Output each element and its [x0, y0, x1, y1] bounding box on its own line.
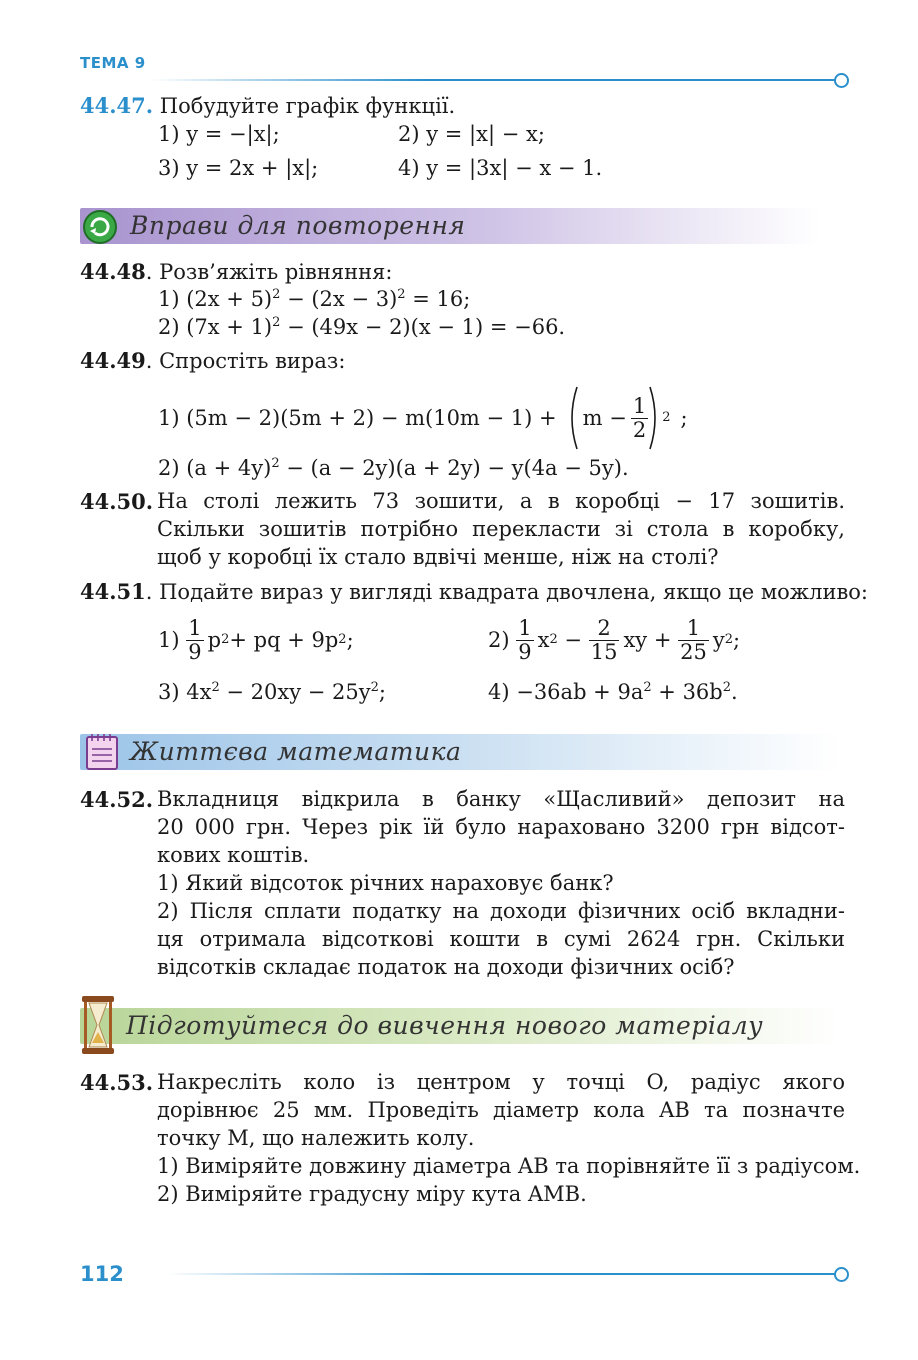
item-44-51-4 [488, 680, 738, 704]
exercise-44-52-line-2: 20 000 грн. Через рік їй було нараховано 3200 грн відсот- [157, 815, 845, 839]
exercise-44-48 [80, 259, 392, 284]
fraction [678, 617, 709, 662]
numerator: 1 [632, 394, 647, 419]
expr-part: + 36b [651, 680, 723, 704]
exercise-number: 44.49 [80, 348, 146, 373]
expr-part: − [557, 628, 589, 652]
exercise-44-53-line-2: дорівнює 25 мм. Проведіть діаметр кола AB та позначте [157, 1098, 845, 1122]
expr-part: ; [378, 680, 386, 704]
exponent: 2 [370, 680, 379, 695]
exercise-44-53-question-2: 2) Виміряйте градусну міру кута AMB. [157, 1182, 587, 1206]
exponent: 2 [643, 680, 652, 695]
exercise-text: . Подайте вираз у вигляді квадрата двочлена, якщо це можливо: [145, 580, 868, 604]
expr-part: y [712, 628, 725, 652]
exercise-44-53-line-3: точку M, що належить колу. [157, 1126, 475, 1150]
expr-part: = 16; [405, 287, 471, 311]
item-44-48-1 [158, 287, 470, 311]
item-44-51-2: 2) $\frac{1}{9}$ x 2 − $\frac{2}{15}$ xy + $\frac{1}{25}$ y 2 ; [488, 616, 741, 664]
exercise-44-53-line-1: Накресліть коло із центром у точці O, радіус якого [157, 1070, 845, 1094]
hourglass-icon [80, 994, 116, 1056]
header-rule [150, 79, 836, 81]
expr-part: 1) (2x + 5) [158, 287, 273, 311]
expr-part: p [207, 628, 222, 652]
expr-part: − 20xy − 25y [219, 680, 371, 704]
exponent: 2 [271, 456, 280, 471]
expr-part: 3) 4x [158, 680, 212, 704]
exponent: 2 [272, 287, 281, 302]
numerator: 1 [188, 616, 202, 641]
exercise-number-44-50: 44.50. [80, 489, 154, 514]
exercise-text: Побудуйте графік функції. [159, 94, 456, 118]
notepad-icon [84, 731, 120, 771]
left-paren-icon [565, 385, 579, 451]
item-label: 2) [488, 628, 510, 652]
exercise-44-51 [80, 579, 868, 604]
denominator: 2 [632, 417, 647, 442]
item-44-49-2 [158, 456, 629, 480]
section-title-review: Вправи для повторення [130, 211, 466, 240]
expr-part: + pq + 9p [229, 628, 339, 652]
exponent: 2 [272, 315, 281, 330]
exercise-44-50-line-1: На столі лежить 73 зошити, а в коробці − 17 зошитів. [157, 489, 845, 513]
topic-label: ТЕМА 9 [80, 54, 146, 72]
footer-ring-icon [834, 1267, 849, 1282]
denominator: 9 [518, 639, 532, 664]
item-44-47-4: 4) y = |3x| − x − 1. [398, 156, 603, 180]
expr-part: − (a − 2y)(a + 2y) − y(4a − 5y). [279, 456, 629, 480]
numerator: 1 [518, 616, 532, 641]
exercise-44-50-line-2: Скільки зошитів потрібно перекласти зі стола в коробку, [157, 517, 845, 541]
exercise-44-52-question-2-line-1: 2) Після сплати податку на доходи фізичних осіб вкладни- [157, 899, 845, 923]
expr-part: 2) (7x + 1) [158, 315, 273, 339]
item-44-47-3: 3) y = 2x + |x|; [158, 156, 319, 180]
exercise-44-49 [80, 348, 345, 373]
fraction-one-half [631, 395, 648, 440]
numerator: 2 [597, 616, 611, 641]
expr-part: m − [582, 406, 627, 430]
item-44-49-1: 1) (5m − 2)(5m + 2) − m(10m − 1) + m − $\frac{1}{2}$ 2 ; [158, 383, 688, 453]
exercise-44-52-line-3: кових коштів. [157, 843, 310, 867]
expr-part: 1) (5m − 2)(5m + 2) − m(10m − 1) + [158, 406, 557, 430]
exponent: 2 [211, 680, 220, 695]
exercise-44-50-line-3: щоб у коробці їх стало вдвічі менше, ніж на столі? [157, 545, 719, 569]
fraction [186, 617, 203, 662]
exercise-44-52-line-1: Вкладниця відкрила в банку «Щасливий» депозит на [157, 787, 845, 811]
exercise-44-52-question-1: 1) Який відсоток річних нараховує банк? [157, 871, 614, 895]
right-paren-icon [648, 385, 662, 451]
item-label: 1) [158, 628, 180, 652]
recycle-icon [82, 209, 118, 245]
exercise-number: 44.51 [80, 579, 146, 604]
fraction [516, 617, 533, 662]
numerator: 1 [686, 616, 701, 641]
denominator: 15 [590, 639, 618, 664]
exercise-44-53-question-1: 1) Виміряйте довжину діаметра AB та порівняйте її з радіусом. [157, 1154, 861, 1178]
exponent: 2 [397, 287, 406, 302]
exercise-44-47 [80, 93, 455, 118]
expr-part: . [731, 680, 738, 704]
expr-part: ; [346, 628, 354, 652]
item-44-47-1: 1) y = −|x|; [158, 122, 280, 146]
expr-part: − (2x − 3) [280, 287, 398, 311]
exercise-number: 44.48 [80, 259, 146, 284]
expr-part: x [537, 628, 550, 652]
section-title-prepare: Підготуйтеся до вивчення нового матеріалу [126, 1011, 764, 1040]
fraction [589, 617, 620, 662]
item-44-51-1: 1) $\frac{1}{9}$ p 2 + pq + 9p 2 ; [158, 616, 354, 664]
expr-part: 4) −36ab + 9a [488, 680, 644, 704]
expr-part: ; [680, 406, 688, 430]
header-ring-icon [834, 73, 849, 88]
exercise-number-44-53: 44.53. [80, 1070, 154, 1095]
denominator: 25 [680, 639, 707, 664]
expr-part: xy + [623, 628, 679, 652]
item-44-47-2: 2) y = |x| − x; [398, 122, 545, 146]
expr-part: ; [732, 628, 741, 652]
expr-part: − (49x − 2)(x − 1) = −66. [280, 315, 566, 339]
denominator: 9 [188, 639, 202, 664]
footer-rule [166, 1273, 836, 1275]
exponent: 2 [722, 680, 732, 695]
page-number: 112 [80, 1262, 124, 1286]
exercise-text: . Спростіть вираз: [145, 349, 346, 373]
exercise-text: . Розв’яжіть рівняння: [145, 260, 393, 284]
exercise-number-44-52: 44.52. [80, 787, 154, 812]
exercise-44-52-question-2-line-3: відсотків складає податок на доходи фізичних осіб? [157, 955, 735, 979]
exercise-44-52-question-2-line-2: ця отримала відсоткові кошти в сумі 2624 грн. Скільки [157, 927, 845, 951]
exercise-number: 44.47. [80, 93, 154, 118]
item-44-51-3 [158, 680, 386, 704]
section-title-life: Життєва математика [130, 737, 462, 766]
expr-part: 2) (a + 4y) [158, 456, 272, 480]
item-44-48-2 [158, 315, 565, 339]
